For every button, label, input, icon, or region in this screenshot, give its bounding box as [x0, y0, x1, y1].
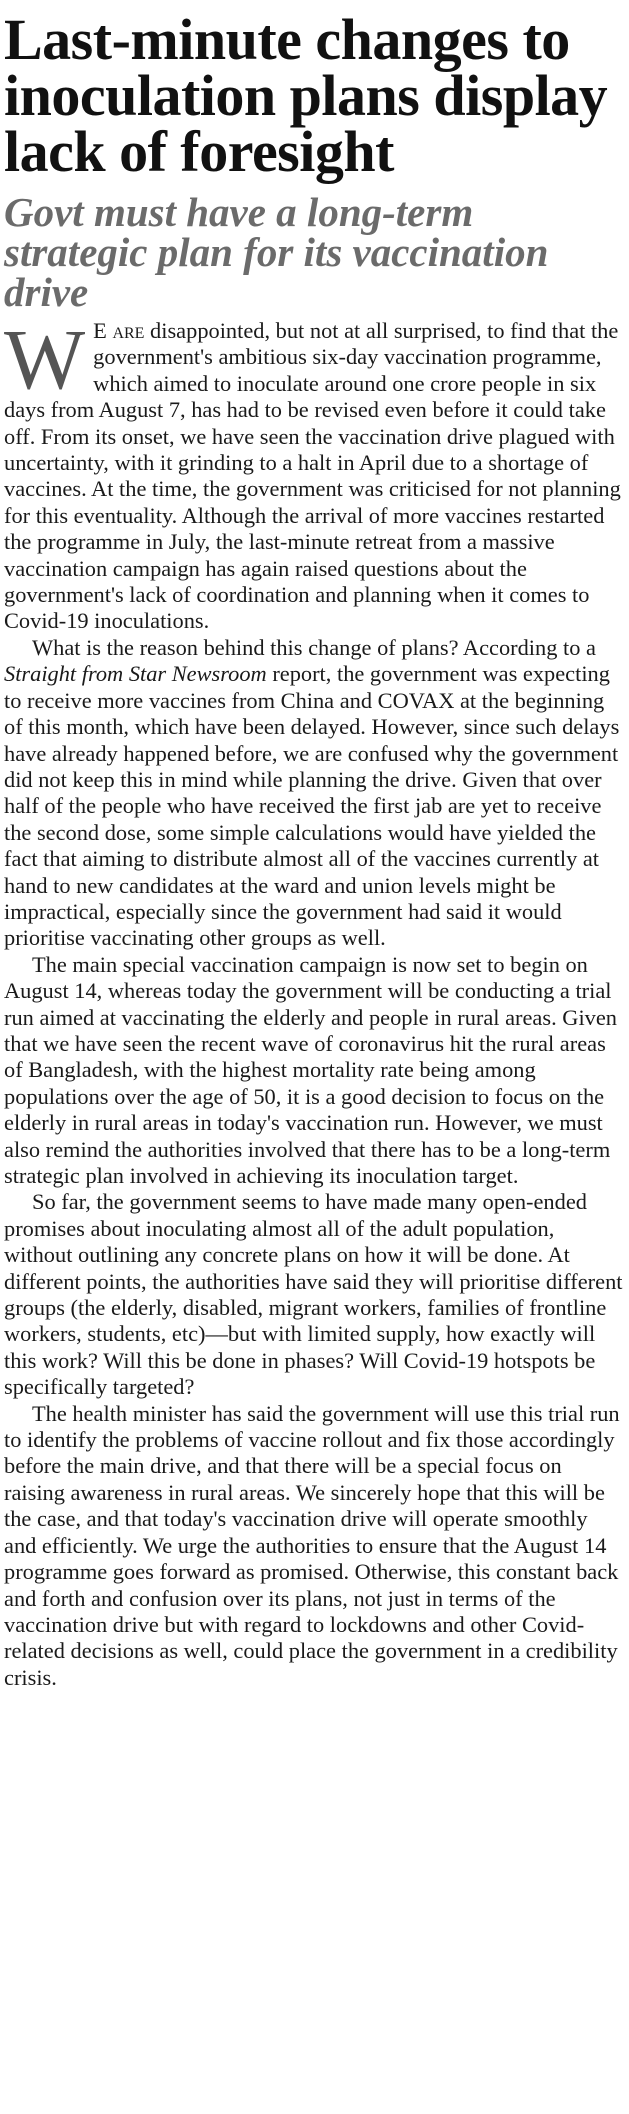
paragraph-5: The health minister has said the government will use this trial run to identify the problems of vaccine rollout and fix those accordingly before the main drive, and that there will be a special focus on raising awareness in rural areas. We sincerely hope that this will be the case, and that today's vaccination drive will operate smoothly and efficiently. We urge the authorities to ensure that the August 14 programme goes forward as promised. Otherwise, this constant back and forth and confusion over its plans, not just in terms of the vaccination drive but with regard to lockdowns and other Covid-related decisions as well, could place the government in a credibility crisis. — [4, 1400, 620, 1690]
paragraph-1-text: disappointed, but not at all surprised, to find that the government's ambitious six-day vaccination programme, which aimed to inoculate around one crore people in six days from August 7, has had to be revised even before it could take off. From its onset, we have seen the vaccination drive plagued with uncertainty, with it grinding to a halt in April due to a shortage of vaccines. At the time, the government was criticised for not planning for this eventuality. Although the arrival of more vaccines restarted the programme in July, the last-minute retreat from a massive vaccination campaign has again raised questions about the government's lack of coordination and planning when it comes to Covid-19 inoculations. — [4, 318, 621, 634]
subheadline: Govt must have a long-term strategic plan for its vaccination drive — [4, 189, 549, 315]
paragraph-2-text-b: report, the government was expecting to receive more vaccines from China and COVAX at the beginning of this month, which have been delayed. However, since such delays have already happened before, we are confused why the government did not keep this in mind while planning the drive. Given that over half of the people who have received the first jab are yet to receive the second dose, some simple calculations would have yielded the fact that aiming to distribute almost all of the vaccines currently at hand to new candidates at the ward and union levels might be impractical, especially since the government had said it would prioritise vaccinating other groups as well. — [4, 661, 620, 951]
paragraph-3: The main special vaccination campaign is now set to begin on August 14, whereas today the government will be conducting a trial run aimed at vaccinating the elderly and people in rural areas. Given that we have seen the recent wave of coronavirus hit the rural areas of Bangladesh, with the highest mortality rate being among populations over the age of 50, it is a good decision to focus on the elderly in rural areas in today's vaccination run. However, we must also remind the authorities involved that there has to be a long-term strategic plan involved in achieving its inoculation target. — [4, 951, 617, 1188]
paragraph-2 — [4, 635, 625, 952]
source-name: Straight from Star Newsroom — [4, 661, 267, 687]
paragraph-2-text-a: What is the reason behind this change of plans? According to a — [32, 634, 596, 660]
article-body — [4, 311, 625, 1691]
paragraph-4: So far, the government seems to have made many open-ended promises about inoculating almost all of the adult population, without outlining any concrete plans on how it will be done. At different points, the authorities have said they will prioritise different groups (the elderly, disabled, migrant workers, families of frontline workers, students, etc)—but with limited supply, how exactly will this work? Will this be done in phases? Will Covid-19 hotspots be specifically targeted? — [4, 1189, 623, 1400]
paragraph-1 — [4, 311, 625, 635]
headline: Last-minute changes to inoculation plans display lack of foresight — [4, 7, 608, 184]
drop-cap: W — [4, 311, 86, 407]
lead-in: E are — [93, 318, 145, 343]
